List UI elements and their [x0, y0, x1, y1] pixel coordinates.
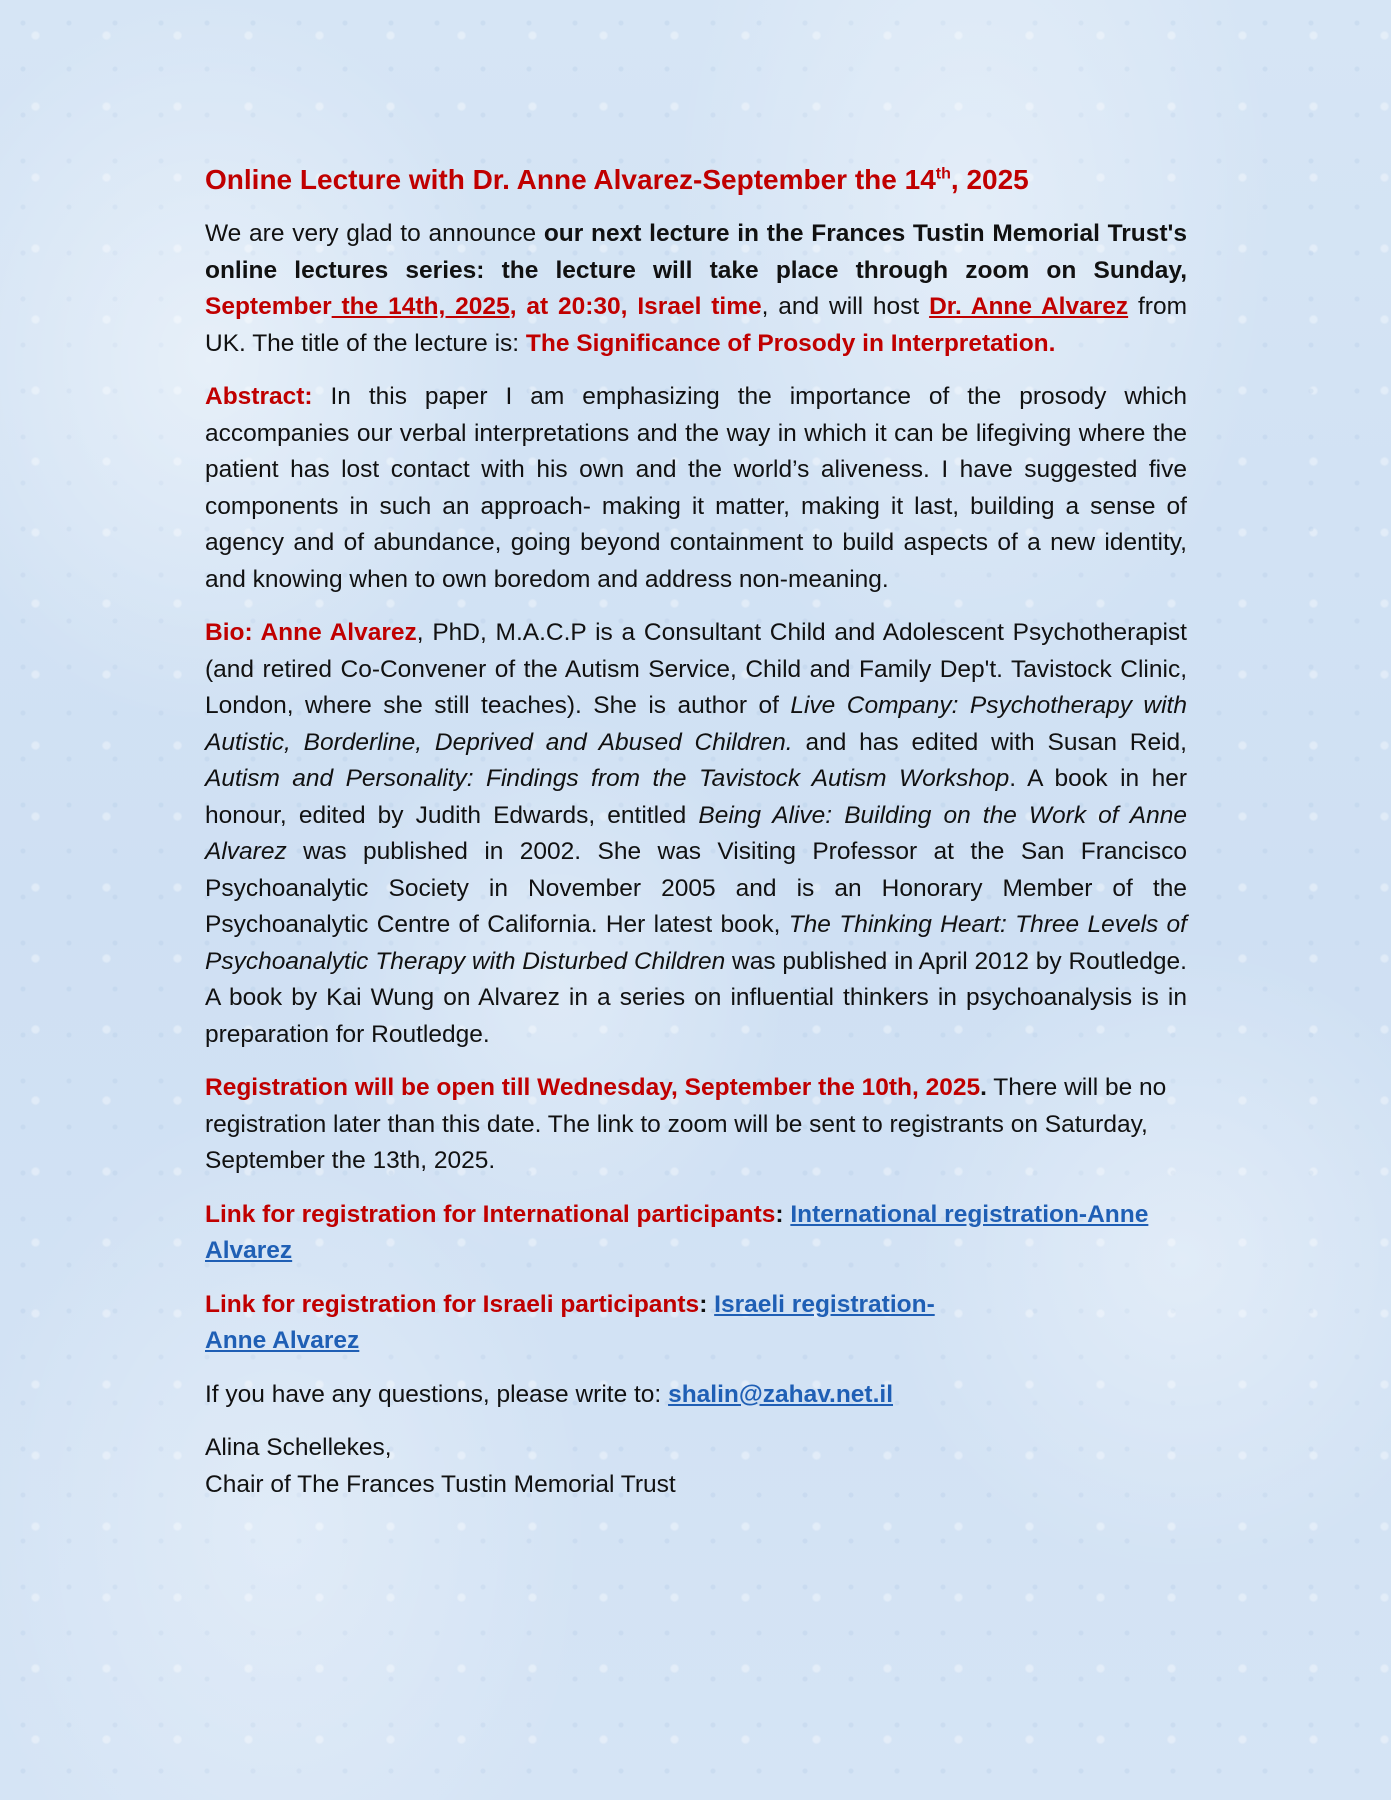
intro-text: We are very glad to announce — [205, 220, 544, 247]
title-year: , 2025 — [950, 164, 1029, 195]
registration-paragraph — [205, 1070, 1187, 1180]
bio-text-2: and has edited with Susan Reid, — [792, 728, 1187, 756]
page-title — [205, 160, 1187, 200]
bio-paragraph — [205, 615, 1187, 1053]
intro-title-text: from UK. The title of the lecture is: — [205, 293, 1187, 357]
contact-text: If you have any questions, please write to: — [205, 1380, 669, 1408]
international-colon: : — [775, 1200, 791, 1228]
abstract-text: In this paper I am emphasizing the importance of the prosody which accompanies our verbal interpretations and the way in which it can be lifegiving where the patient has lost contact with his own and the world’s aliveness. I have suggested five components in such an approach- making it matter, making it last, building a sense of agency and of abundance, going beyond containment to build aspects of a new identity, and knowing when to own boredom and address non-meaning. — [205, 383, 1187, 593]
registration-text: There will be no registration later than this date. The link to zoom will be sent to registrants on Saturday, September the 13th, 2025. — [205, 1074, 1167, 1174]
bio-text-5: was published in April 2012 by Routledge. A book by Kai Wung on Alvarez in a series on influential thinkers in psychoanalysis is in preparation for Routledge. — [205, 947, 1187, 1048]
lecture-date-underlined: the 14th, 2025 — [331, 293, 510, 320]
lecture-date: September — [205, 293, 332, 320]
contact-email-link[interactable]: shalin@zahav.net.il — [668, 1380, 894, 1408]
international-registration-paragraph — [205, 1197, 1187, 1270]
bio-label: Bio: Anne Alvarez — [205, 619, 417, 646]
lecture-time: , at 20:30, Israel time — [509, 293, 762, 320]
intro-series-text: our next lecture in the Frances Tustin Memorial Trust's online lectures series: the lecture will take place through zoom on Sunday, — [205, 220, 1187, 284]
abstract-paragraph — [205, 379, 1187, 598]
abstract-label: Abstract: — [205, 383, 313, 410]
signature-block — [205, 1430, 1187, 1503]
registration-period: . — [980, 1074, 987, 1101]
lecture-announcement — [205, 160, 1187, 1520]
bio-text-4: was published in 2002. She was Visiting Professor at the San Francisco Psychoanalytic Society in November 2005 and is an Honorary Member of the Psychoanalytic Centre of California. Her latest book, — [205, 838, 1187, 938]
signature-role: Chair of The Frances Tustin Memorial Trust — [205, 1470, 676, 1498]
speaker-link[interactable]: Dr. Anne Alvarez — [929, 293, 1129, 320]
registration-deadline: Registration will be open till Wednesday, September the 10th, 2025 — [205, 1074, 981, 1101]
intro-host-text: , and will host — [761, 293, 930, 320]
title-main: Online Lecture with Dr. Anne Alvarez-September the 14 — [205, 164, 936, 195]
title-superscript: th — [935, 165, 951, 183]
bio-book-thinking-heart: The Thinking Heart: Three Levels of Psychoanalytic Therapy with Disturbed Children — [205, 911, 1187, 975]
international-registration-link[interactable]: International registration-Anne Alvarez — [205, 1200, 1149, 1264]
contact-paragraph — [205, 1377, 1187, 1414]
intro-paragraph — [205, 216, 1187, 362]
bio-text-3: . A book in her honour, edited by Judith Edwards, entitled — [205, 765, 1187, 829]
bio-text-1: , PhD, M.A.C.P is a Consultant Child and Adolescent Psychotherapist (and retired Co-Convener of the Autism Service, Child and Family Dep't. Tavistock Clinic, London, where she still teaches). She is author of — [205, 619, 1187, 719]
bio-book-live-company: Live Company: Psychotherapy with Autistic, Borderline, Deprived and Abused Children. — [205, 692, 1187, 756]
bio-book-autism-personality: Autism and Personality: Findings from the Tavistock Autism Workshop — [205, 765, 1010, 792]
israeli-colon: : — [699, 1290, 715, 1318]
lecture-title: The Significance of Prosody in Interpretation. — [525, 329, 1056, 357]
international-registration-label: Link for registration for International participants — [205, 1200, 776, 1228]
israeli-registration-label: Link for registration for Israeli participants — [205, 1290, 700, 1318]
signature-name: Alina Schellekes, — [205, 1434, 392, 1461]
israeli-registration-link[interactable]: Israeli registration-Anne Alvarez — [205, 1290, 935, 1354]
bio-book-being-alive: Being Alive: Building on the Work of Anne Alvarez — [205, 801, 1187, 865]
israeli-registration-paragraph — [205, 1287, 985, 1360]
